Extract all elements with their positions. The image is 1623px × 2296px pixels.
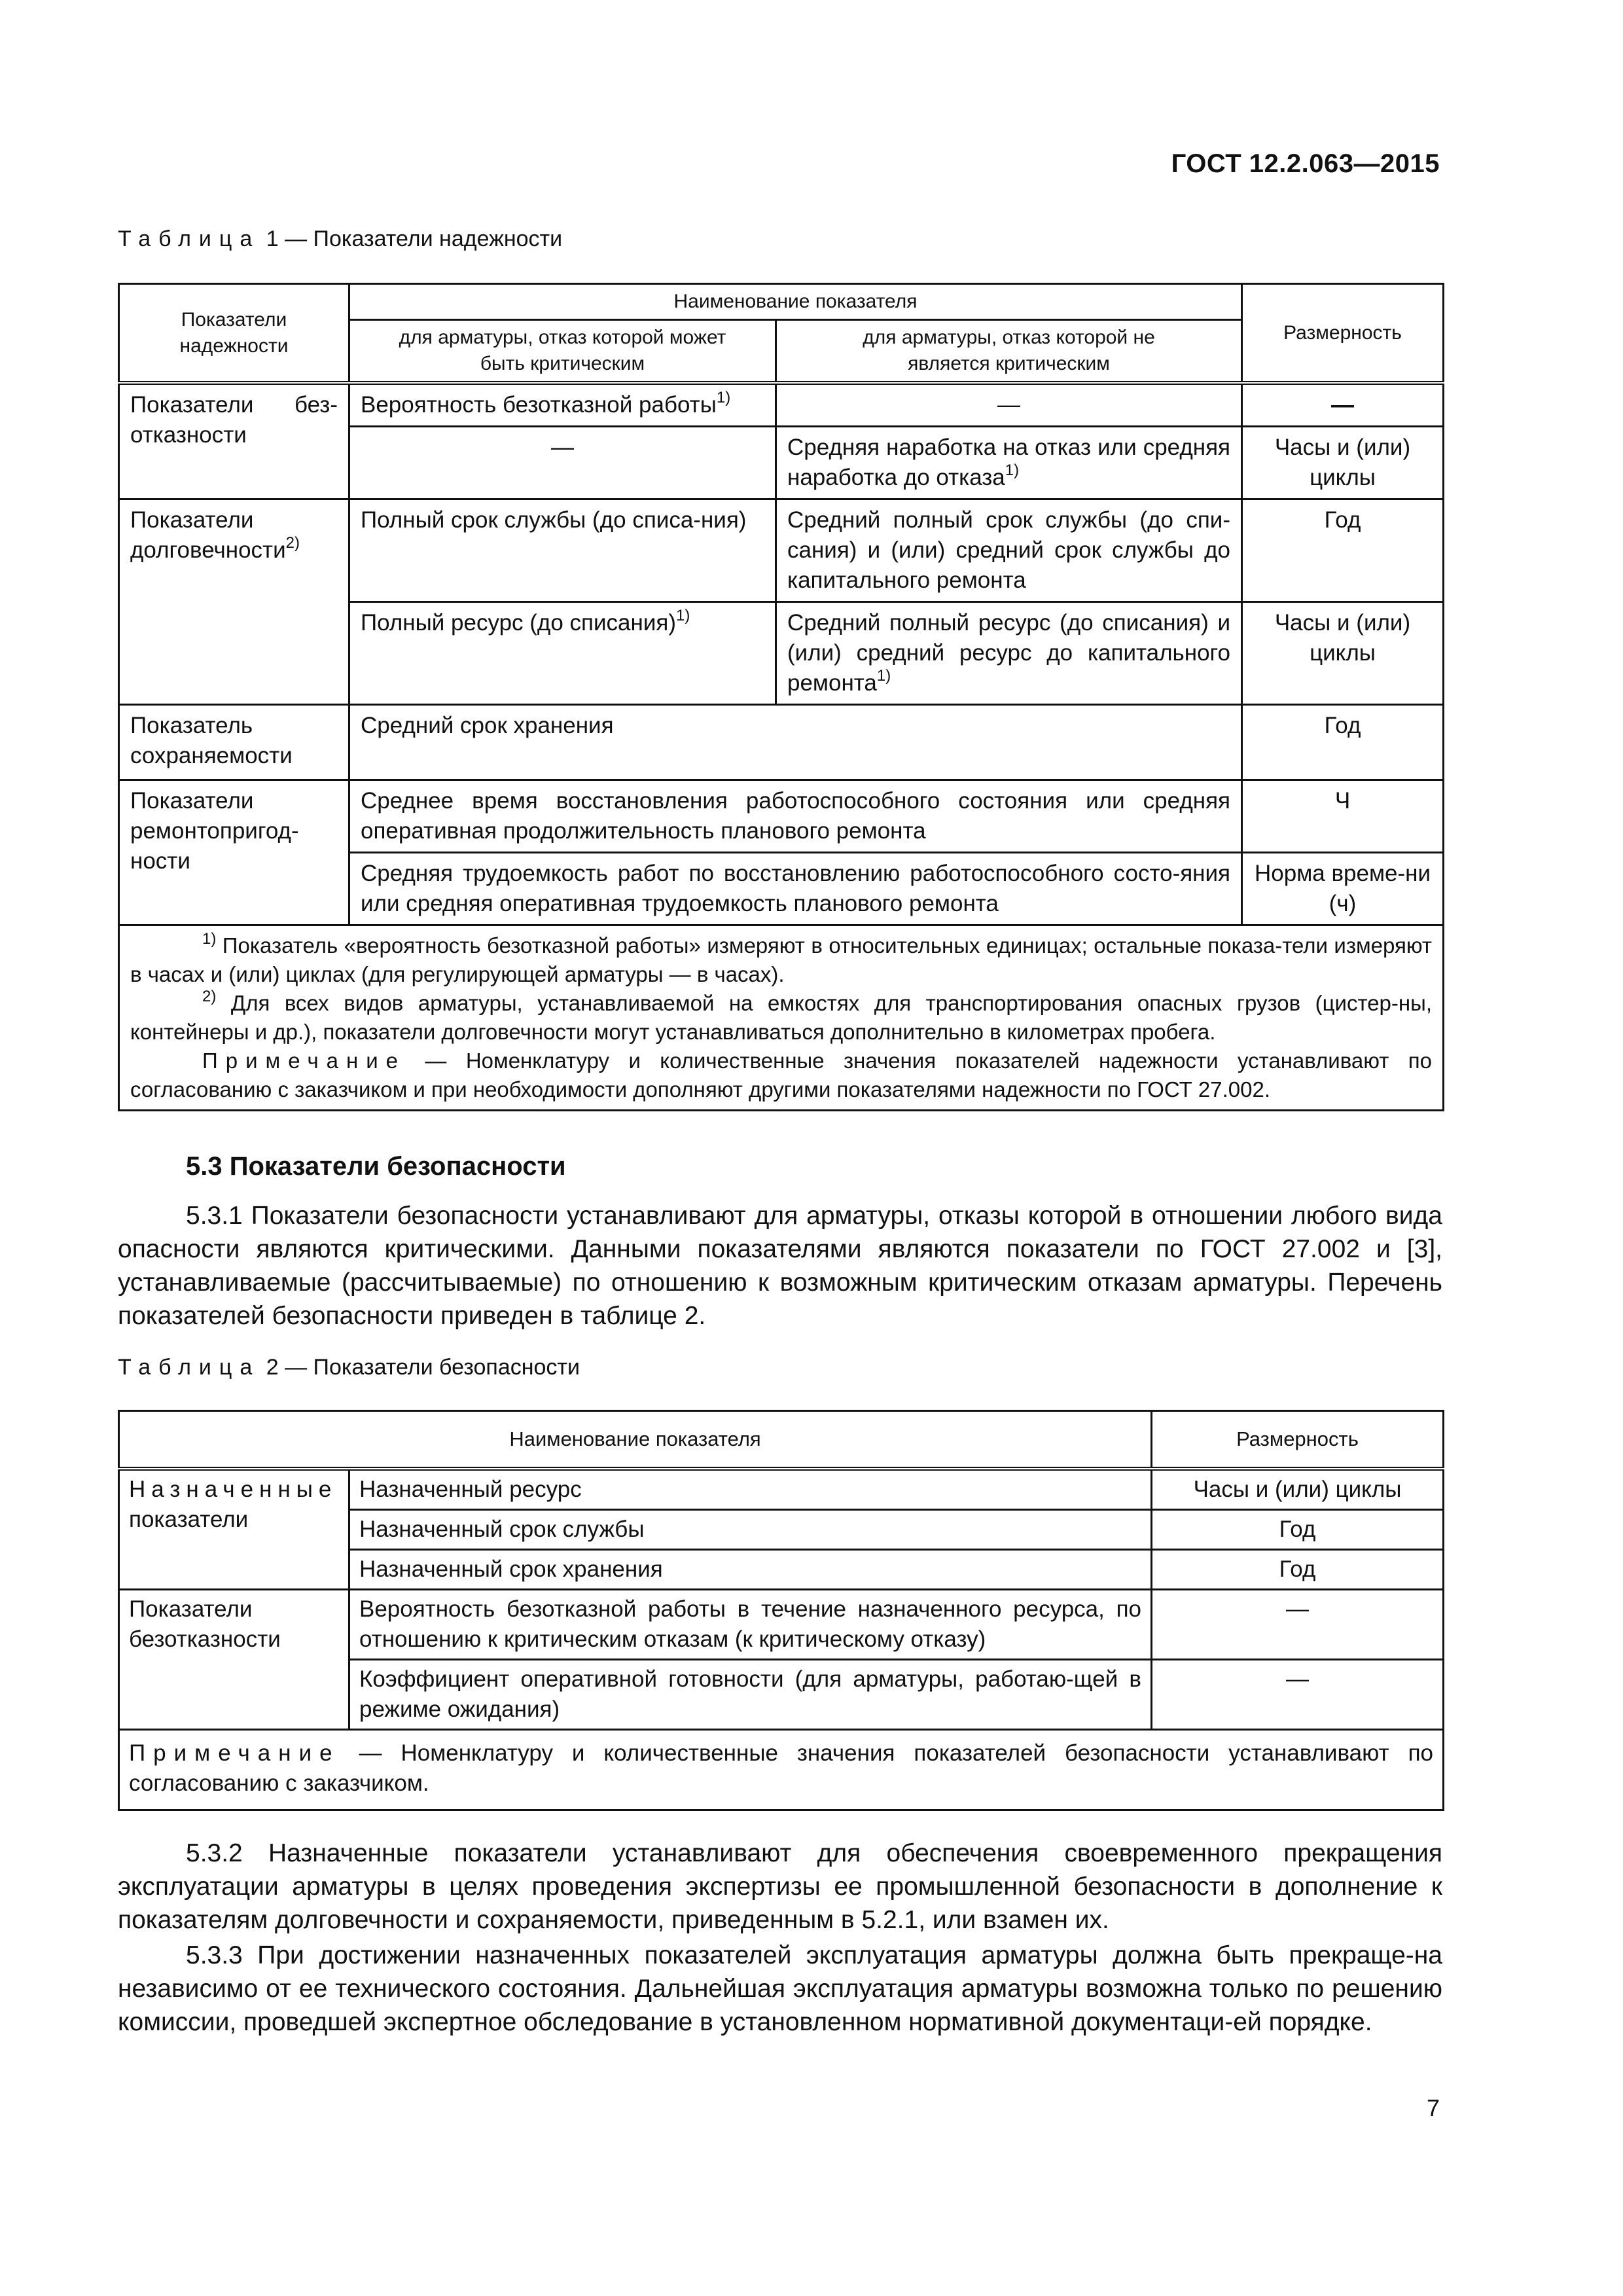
- col-head-critical: для арматуры, отказ которой может быть критическим: [349, 320, 776, 384]
- cell: Назначенный срок хранения: [349, 1550, 1152, 1590]
- cell: Норма време-ни (ч): [1242, 853, 1444, 925]
- col-head-unit: Размерность: [1152, 1411, 1444, 1469]
- cell: —: [1242, 383, 1444, 427]
- cell: Год: [1152, 1510, 1444, 1550]
- cell: —: [1152, 1590, 1444, 1660]
- cell: Средний полный срок службы (до спи-сания) и (или) средний срок службы до капитального ремонта: [776, 499, 1242, 602]
- cell: Полный срок службы (до списа-ния): [349, 499, 776, 602]
- table1-notes: [119, 925, 1444, 1111]
- cell: Часы и (или) циклы: [1152, 1469, 1444, 1510]
- cell: —: [1152, 1660, 1444, 1730]
- cell: Часы и (или) циклы: [1242, 602, 1444, 705]
- cell: Средняя трудоемкость работ по восстановлению работоспособного состо-яния или средняя оперативная трудоемкость планового ремонта: [349, 853, 1242, 925]
- cell: Средний полный ресурс (до списания) и (или) средний ресурс до капитального ремонта$^{1)}$: [776, 602, 1242, 705]
- paragraph-5-3-3: 5.3.3 При достижении назначенных показателей эксплуатация арматуры должна быть прекраще-на независимо от ее технического состояния. Дальнейшая эксплуатация арматуры возможна только по решению комиссии, проведшей экспертное обследование в установленном нормативной документаци-ей порядке.: [118, 1941, 1442, 2036]
- cell: Назначенный ресурс: [349, 1469, 1152, 1510]
- row-group-storability: Показатель сохраняемости: [119, 705, 349, 780]
- section-title: 5.3 Показатели безопасности: [186, 1152, 566, 1181]
- cell: Коэффициент оперативной готовности (для арматуры, работаю-щей в режиме ожидания): [349, 1660, 1152, 1730]
- cell: Год: [1242, 705, 1444, 780]
- cell: Вероятность безотказной работы в течение назначенного ресурса, по отношению к критическим отказам (к критическому отказу): [349, 1590, 1152, 1660]
- col-head-name: Наименование показателя: [349, 284, 1242, 320]
- row-group-assigned: Назначенные показатели: [119, 1469, 349, 1590]
- table2-caption: Таблица 2 — Показатели безопасности: [118, 1355, 580, 1380]
- page-number: 7: [1427, 2094, 1440, 2121]
- cell: Полный ресурс (до списания)$^{1)}$: [349, 602, 776, 705]
- cell: Назначенный срок службы: [349, 1510, 1152, 1550]
- table1-caption: Таблица 1 — Показатели надежности: [118, 226, 563, 251]
- row-group-maintainability: Показатели ремонтопригод-ности: [119, 780, 349, 925]
- reliability-table: [118, 283, 1444, 1111]
- table1-note: Примечание — Номенклатуру и количественные значения показателей надежности устанавливают по согласованию с заказчиком и при необходимости дополняют другими показателями надежности по ГОСТ 27.002.: [130, 1049, 1433, 1102]
- col-head-name: Наименование показателя: [119, 1411, 1152, 1469]
- col-head-group: Показатели надежности: [119, 284, 349, 384]
- cell: —: [349, 427, 776, 499]
- cell: Год: [1242, 499, 1444, 602]
- cell: Средний срок хранения: [349, 705, 1242, 780]
- cell: Год: [1152, 1550, 1444, 1590]
- cell: —: [776, 383, 1242, 427]
- row-group-faultless: Показатели безотказности: [119, 1590, 349, 1730]
- cell: Среднее время восстановления работоспособного состояния или средняя оперативная продолжительность планового ремонта: [349, 780, 1242, 853]
- row-group-faultless: Показатели без-отказности: [119, 383, 349, 499]
- col-head-noncritical: для арматуры, отказ которой не является критическим: [776, 320, 1242, 384]
- footnote-2: $^{2)}$ Для всех видов арматуры, устанавливаемой на емкостях для транспортирования опасных грузов (цистер-ны, контейнеры и др.), показатели долговечности могут устанавливаться дополнительно в километрах пробега.: [130, 988, 1433, 1044]
- paragraph-5-3-2: 5.3.2 Назначенные показатели устанавливают для обеспечения своевременного прекращения эксплуатации арматуры в целях проведения экспертизы ее промышленной безопасности в дополнение к показателям долговечности и сохраняемости, приведенным в 5.2.1, или взамен их.: [118, 1839, 1442, 1934]
- table2-note: Примечание — Номенклатуру и количественные значения показателей безопасности устанавливают по согласованию с заказчиком.: [119, 1730, 1444, 1810]
- cell: Вероятность безотказной работы$^{1)}$: [349, 383, 776, 427]
- safety-table: [118, 1410, 1444, 1811]
- row-group-durability: Показатели долговечности$^{2)}$: [119, 499, 349, 705]
- standard-header: ГОСТ 12.2.063—2015: [1171, 149, 1440, 178]
- footnote-1: $^{1)}$ Показатель «вероятность безотказной работы» измеряют в относительных единицах; остальные показа-тели измеряют в часах и (или) циклах (для регулирующей арматуры — в часах).: [130, 930, 1433, 986]
- cell: Ч: [1242, 780, 1444, 853]
- paragraph-5-3-1: 5.3.1 Показатели безопасности устанавливают для арматуры, отказы которой в отношении любого вида опасности являются критическими. Данными показателями являются показатели по ГОСТ 27.002 и [3], устанавливаемые (рассчитываемые) по отношению к возможным критическим отказам арматуры. Перечень показателей безопасности приведен в таблице 2.: [118, 1202, 1442, 1330]
- cell: Средняя наработка на отказ или средняя наработка до отказа$^{1)}$: [776, 427, 1242, 499]
- col-head-unit: Размерность: [1242, 284, 1444, 384]
- cell: Часы и (или) циклы: [1242, 427, 1444, 499]
